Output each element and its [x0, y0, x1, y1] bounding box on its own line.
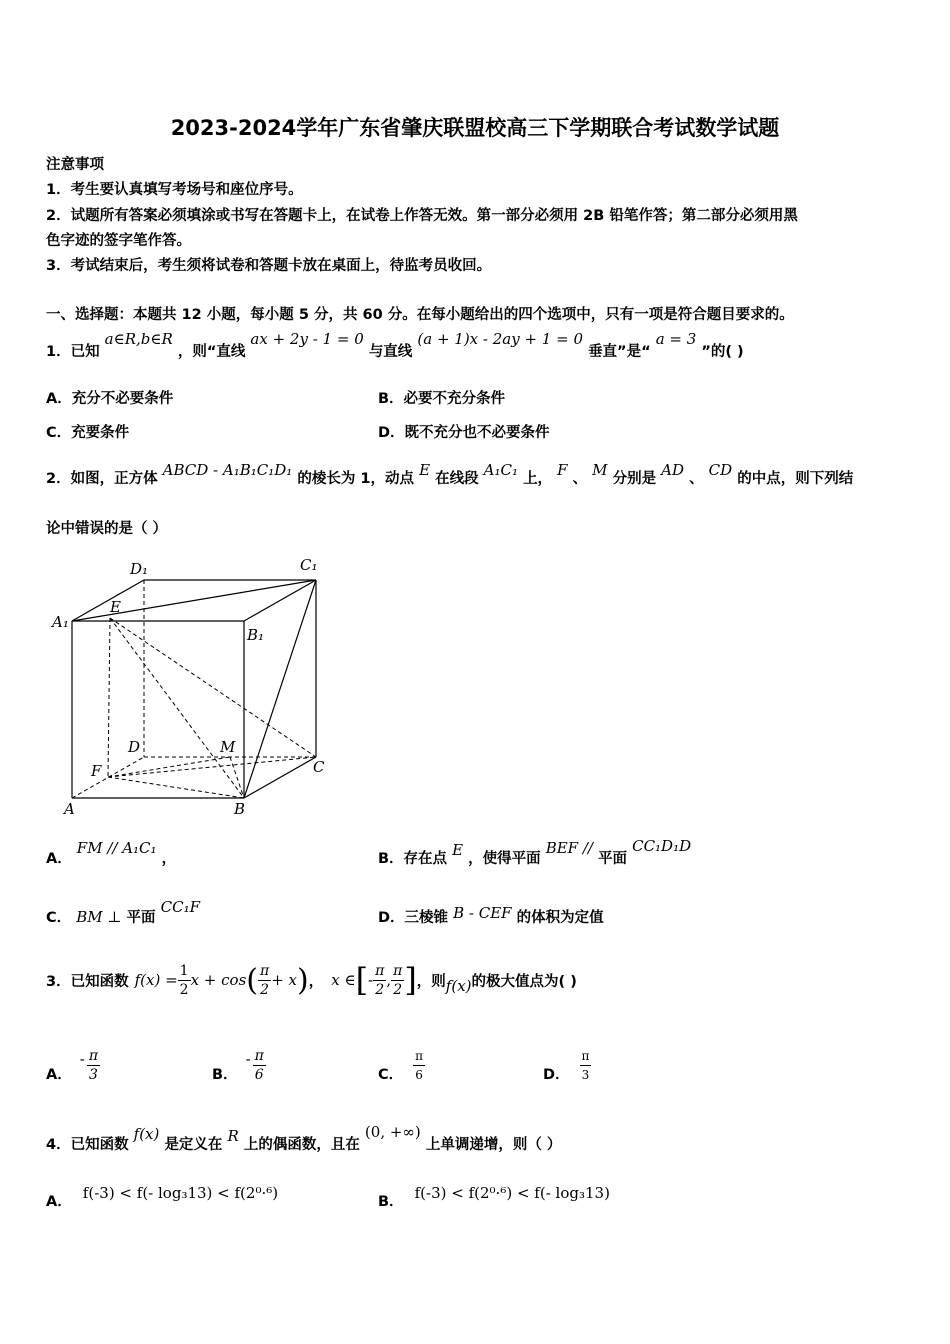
q2-math-7: CD	[708, 461, 733, 479]
section-heading: 一、选择题：本题共 12 小题，每小题 5 分，共 60 分。在每小题给出的四个选项中，只有一项是符合题目要求的。	[46, 307, 794, 323]
q1-math-3: (a + 1)x - 2ay + 1 = 0	[417, 330, 583, 348]
q2-option-d-label: D．三棱锥	[378, 910, 449, 926]
page-title: 2023-2024学年广东省肇庆联盟校高三下学期联合考试数学试题	[170, 116, 780, 140]
q2-text-8: 的中点，则下列结	[737, 471, 854, 487]
q2-text-1: 2．如图，正方体	[46, 471, 158, 487]
q1-text-3: 与直线	[368, 344, 413, 360]
q2-text-5: 、	[572, 471, 588, 487]
q2-option-c-math-1: BM ⊥	[76, 908, 122, 926]
q2-option-a-math: FM // A₁C₁	[76, 839, 157, 857]
notice-item-2: 2．试题所有答案必须填涂或书写在答题卡上，在试卷上作答无效。第一部分必须用 2B 铅笔作答；第二部分必须用黑	[46, 208, 798, 224]
q1-math-2: ax + 2y - 1 = 0	[250, 330, 364, 348]
q2-option-a[interactable]	[46, 839, 177, 868]
q4-text-1: 4．已知函数	[46, 1137, 129, 1153]
q4-option-a[interactable]	[46, 1184, 279, 1211]
notice-heading: 注意事项	[46, 157, 104, 173]
q3-option-a-label: A．	[46, 1067, 72, 1083]
q2-text-6: 分别是	[612, 471, 657, 487]
q1-text-5: ”的( )	[701, 344, 744, 360]
q2-math-1: ABCD - A₁B₁C₁D₁	[162, 461, 293, 479]
q3-option-a-den: 3	[88, 1067, 98, 1083]
q2-math-3: A₁C₁	[483, 461, 518, 479]
segment-f-m	[108, 757, 230, 777]
q4-text-3: 上的偶函数，且在	[243, 1137, 360, 1153]
q2-text-4: 上，	[523, 471, 553, 487]
question-2	[46, 461, 854, 488]
q3-frac-lower	[373, 962, 386, 999]
q2-option-d-text: 的体积为定值	[516, 910, 604, 926]
q3-option-c-frac	[413, 1047, 425, 1084]
q2-option-c[interactable]	[46, 898, 200, 927]
q3-frac-num: 1	[179, 962, 189, 979]
q2-option-b-math-3: CC₁D₁D	[632, 837, 692, 855]
label-c: C	[313, 758, 325, 776]
q4-text-2: 是定义在	[164, 1137, 223, 1153]
q3-upper-num: π	[393, 962, 403, 979]
notice-item-2-cont: 色字迹的签字笔作答。	[46, 233, 191, 249]
q3-x-cos: x + cos	[190, 971, 247, 989]
q1-text-2: ，则“直线	[177, 344, 246, 360]
q2-text-3: 在线段	[435, 471, 479, 487]
q1-text-4: 垂直”是“	[588, 344, 651, 360]
segment-f-b	[108, 777, 244, 798]
q1-option-a[interactable]: A．充分不必要条件	[46, 391, 174, 407]
q2-math-5: M	[592, 461, 608, 479]
q3-option-a[interactable]	[46, 1040, 100, 1084]
q2-option-a-tail: ，	[161, 851, 177, 867]
q3-option-d-num: π	[580, 1047, 592, 1066]
q3-bracket-open: [	[355, 961, 369, 999]
q4-math-2: R	[227, 1127, 239, 1145]
q3-option-b-num: π	[254, 1048, 264, 1064]
q3-x-in: x ∈	[331, 971, 356, 989]
notice-item-1: 1．考生要认真填写考场号和座位序号。	[46, 182, 303, 198]
q2-math-2: E	[419, 461, 431, 479]
q4-option-a-math: f(-3) < f(- log₃13) < f(2⁰·⁶)	[82, 1184, 279, 1202]
q2-option-b-label: B．存在点	[378, 851, 448, 867]
q2-math-4: F	[557, 461, 568, 479]
q3-option-c-den: 6	[415, 1068, 423, 1082]
question-1	[46, 330, 744, 361]
q2-text-7: 、	[689, 471, 704, 487]
segment-e-b	[110, 618, 244, 798]
question-4	[46, 1123, 562, 1154]
q1-option-c[interactable]: C．充要条件	[46, 425, 130, 441]
q3-option-d[interactable]	[543, 1040, 591, 1084]
q1-option-d[interactable]: D．既不充分也不必要条件	[378, 425, 550, 441]
q3-option-d-den: 3	[581, 1068, 590, 1082]
q3-fx: f(x)	[445, 977, 472, 995]
q3-paren-open: (	[246, 962, 258, 998]
q3-option-d-label: D．	[543, 1067, 570, 1083]
label-c1: C₁	[300, 556, 318, 574]
q4-math-1: f(x)	[133, 1125, 160, 1143]
q3-upper-den: 2	[393, 981, 403, 998]
q2-math-6: AD	[661, 461, 685, 479]
q3-frac-den: 2	[179, 981, 189, 998]
q3-option-b-frac	[253, 1047, 266, 1084]
label-f: F	[91, 762, 102, 780]
q2-option-b[interactable]	[378, 837, 692, 868]
q3-option-c-num: π	[413, 1047, 425, 1066]
q3-bracket-close: ]	[404, 961, 417, 999]
label-m: M	[220, 738, 236, 756]
q3-pi-num: π	[260, 962, 270, 979]
q2-option-b-text-3: 平面	[598, 851, 628, 867]
q3-plus-x: + x	[271, 971, 297, 989]
q4-option-b-math: f(-3) < f(2⁰·⁶) < f(- log₃13)	[414, 1184, 610, 1202]
question-3	[46, 955, 577, 1005]
q2-option-b-math-1: E	[452, 841, 464, 859]
cube-figure	[48, 552, 348, 817]
q2-text-2: 的棱长为 1，动点	[297, 471, 415, 487]
segment-m-b	[230, 757, 244, 798]
q1-math-4: a = 3	[655, 330, 697, 348]
q2-option-b-math-2: BEF //	[545, 839, 593, 857]
segment-e-c	[110, 618, 316, 757]
q3-option-b-label: B．	[212, 1067, 238, 1083]
notice-item-3: 3．考试结束后，考生须将试卷和答题卡放在桌面上，待监考员收回。	[46, 258, 492, 274]
q3-option-a-sign: -	[79, 1050, 85, 1068]
q1-option-b[interactable]: B．必要不充分条件	[378, 391, 506, 407]
q3-paren-close: )	[297, 962, 309, 998]
label-a: A	[64, 800, 75, 817]
q3-option-c[interactable]	[378, 1040, 425, 1084]
q3-f-lhs: f(x) =	[134, 971, 178, 989]
q2-option-b-text-2: ，使得平面	[468, 851, 541, 867]
segment-b-c1	[244, 580, 316, 798]
q2-option-c-math-2: CC₁F	[160, 898, 200, 916]
label-d: D	[128, 738, 141, 756]
q3-text-3: 的极大值点为( )	[471, 973, 577, 990]
q4-option-b[interactable]	[378, 1184, 610, 1211]
q1-math-1: a∈R,b∈R	[104, 330, 173, 348]
q3-option-c-label: C．	[378, 1067, 404, 1083]
q4-option-b-label: B．	[378, 1194, 404, 1210]
q2-option-c-label: C．	[46, 910, 72, 926]
label-b1: B₁	[247, 626, 265, 644]
q3-option-b[interactable]	[212, 1040, 266, 1084]
q2-option-a-label: A．	[46, 851, 72, 867]
label-e: E	[110, 598, 121, 616]
q4-text-4: 上单调递增，则（ ）	[425, 1137, 562, 1153]
q2-option-d[interactable]	[378, 906, 604, 927]
q3-option-d-frac	[580, 1047, 592, 1084]
q3-option-b-den: 6	[254, 1067, 264, 1083]
q3-comma-2: ,	[386, 971, 392, 989]
q3-frac-pi2	[258, 962, 271, 999]
q3-comma: ，	[308, 973, 324, 990]
q3-option-b-sign: -	[245, 1050, 251, 1068]
q4-math-3: (0, +∞)	[364, 1123, 421, 1141]
label-b: B	[234, 800, 246, 817]
q3-text-2: ，则	[416, 973, 446, 990]
q1-text-1: 1．已知	[46, 344, 100, 360]
q3-option-a-frac	[87, 1047, 100, 1084]
q4-option-a-label: A．	[46, 1194, 72, 1210]
q3-minus: -	[368, 971, 374, 989]
q3-pi-den: 2	[260, 981, 270, 998]
q3-frac-upper	[391, 962, 404, 999]
label-d1: D₁	[130, 560, 149, 578]
q2-line-2: 论中错误的是（ ）	[46, 521, 168, 537]
q3-option-a-num: π	[88, 1048, 99, 1064]
q2-option-d-math: B - CEF	[453, 904, 512, 922]
q3-lower-den: 2	[375, 981, 385, 998]
segment-e-f	[108, 618, 110, 777]
label-a1: A₁	[52, 613, 69, 631]
q3-text-1: 3．已知函数	[46, 973, 129, 990]
q3-lower-num: π	[375, 962, 385, 979]
q3-frac-half	[178, 962, 191, 999]
q2-option-c-text-2: 平面	[126, 910, 156, 926]
